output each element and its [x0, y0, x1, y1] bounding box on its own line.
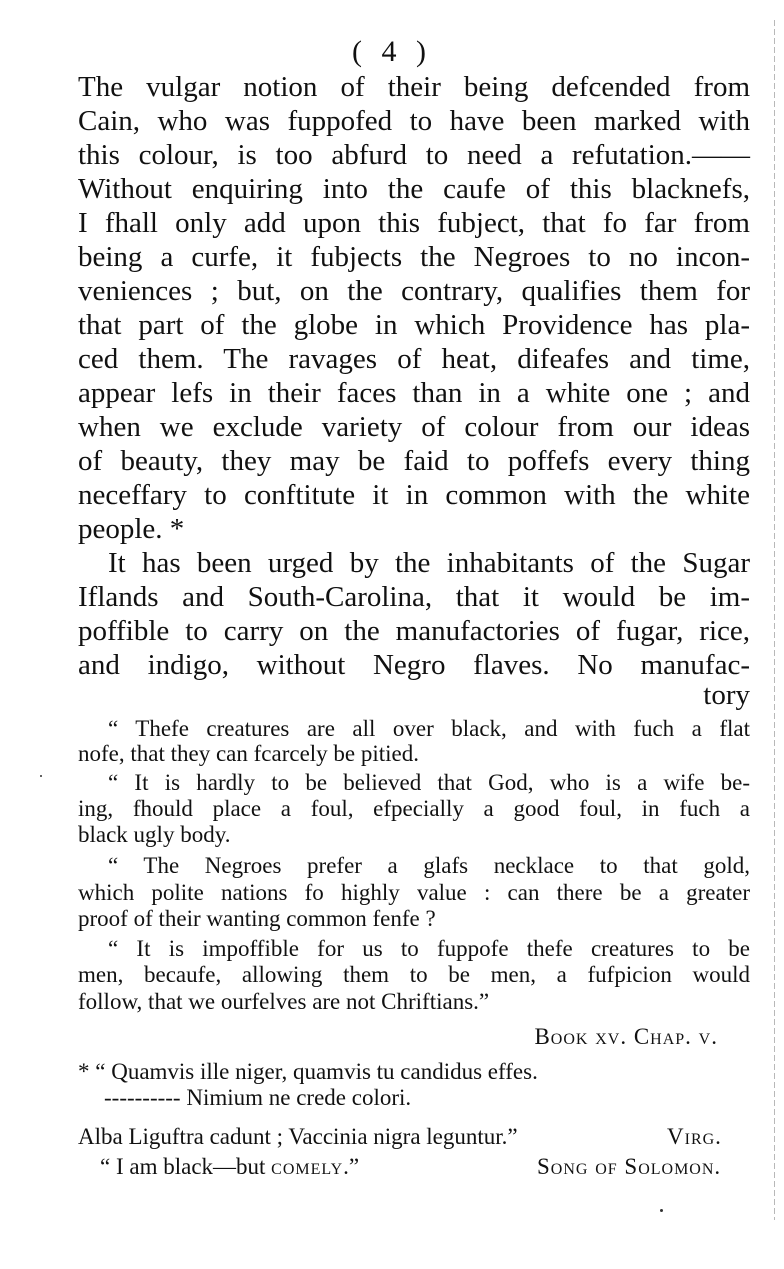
body-line: and indigo, without Negro flaves. No manufac-	[78, 649, 750, 681]
page-number: ( 4 )	[352, 35, 432, 68]
footnote-line: “ It is hardly to be believed that God, who is a wife be-	[108, 770, 750, 795]
body-line: I fhall only add upon this fubject, that fo far from	[78, 207, 750, 239]
body-line: poffible to carry on the manufactories of fugar, rice,	[78, 615, 750, 647]
catchword: tory	[703, 679, 750, 711]
footnote-line: nofe, that they can fcarcely be pitied.	[78, 741, 420, 766]
citation-virgil: Virg.	[667, 1124, 722, 1149]
footnote-line: men, becaufe, allowing them to be men, a fufpicion would	[78, 962, 750, 987]
body-line: appear lefs in their faces than in a white one ; and	[78, 377, 750, 409]
body-line: when we exclude variety of colour from our ideas	[78, 411, 750, 443]
body-line: that part of the globe in which Providence has pla-	[78, 309, 750, 341]
song-quote	[100, 1154, 359, 1180]
song-quote-prefix: “ I am black—but	[100, 1154, 272, 1179]
latin-verse-line: ---------- Nimium ne crede colori.	[104, 1085, 412, 1110]
body-line: Without enquiring into the caufe of this blacknefs,	[78, 173, 750, 205]
footnote-line: “ Thefe creatures are all over black, and with fuch a flat	[108, 716, 750, 741]
body-paragraph-start: It has been urged by the inhabitants of the Sugar	[108, 547, 750, 579]
ink-speck	[40, 775, 42, 777]
citation-montesquieu: Book xv. Chap. v.	[534, 1024, 718, 1049]
footnote-line: ing, fhould place a foul, efpecially a good foul, in fuch a	[78, 796, 750, 821]
body-line: veniences ; but, on the contrary, qualifies them for	[78, 275, 750, 307]
latin-verse-line: * “ Quamvis ille niger, quamvis tu candidus effes.	[78, 1059, 538, 1084]
footnote-line: proof of their wanting common fenfe ?	[78, 906, 436, 931]
body-line: Iflands and South-Carolina, that it would be im-	[78, 581, 750, 613]
binding-edge-line	[774, 20, 775, 1220]
song-quote-emphasis: comely	[271, 1154, 344, 1179]
footnote-line: black ugly body.	[78, 822, 231, 847]
body-line: being a curfe, it fubjects the Negroes to no incon-	[78, 241, 750, 273]
body-line: this colour, is too abfurd to need a refutation.——	[78, 139, 750, 171]
footnote-line: follow, that we ourfelves are not Chriftians.”	[78, 989, 490, 1014]
footnote-line: “ The Negroes prefer a glafs necklace to that gold,	[108, 853, 750, 878]
footnote-line: which polite nations fo highly value : can there be a greater	[78, 880, 750, 905]
latin-verse-line: Alba Liguftra cadunt ; Vaccinia nigra leguntur.”	[78, 1124, 518, 1149]
footnote-line: “ It is impoffible for us to fuppofe thefe creatures to be	[108, 936, 750, 961]
body-line: The vulgar notion of their being defcended from	[78, 71, 750, 103]
body-line: of beauty, they may be faid to poffefs every thing	[78, 445, 750, 477]
body-line-footnote-ref: people. *	[78, 513, 185, 545]
song-quote-suffix: .”	[343, 1154, 360, 1179]
body-line: Cain, who was fuppofed to have been marked with	[78, 105, 750, 137]
body-line: ced them. The ravages of heat, difeafes and time,	[78, 343, 750, 375]
body-line: neceffary to conftitute it in common with the white	[78, 479, 750, 511]
citation-song-of-solomon: Song of Solomon.	[537, 1154, 722, 1179]
ink-speck	[660, 1209, 663, 1212]
